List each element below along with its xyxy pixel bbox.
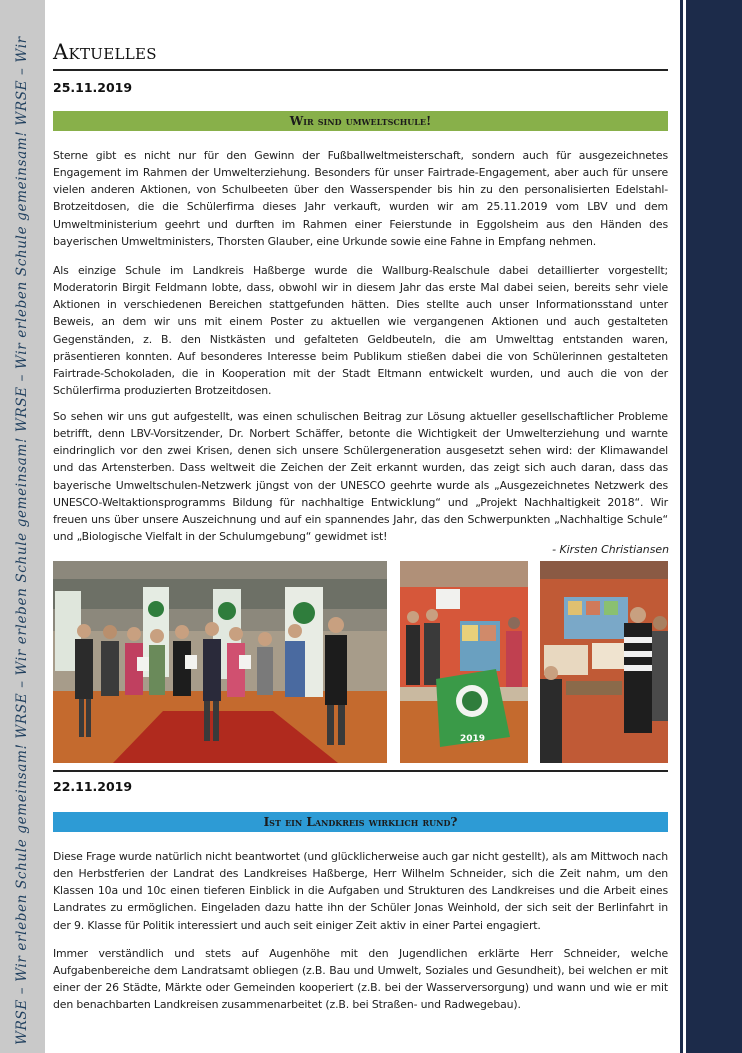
page-title: Aktuelles xyxy=(53,40,157,64)
flag-year-label: 2019 xyxy=(460,734,486,744)
article2-paragraph: Diese Frage wurde natürlich nicht beantwortet (und glücklicherweise auch gar nicht gestellt), als am Mittwoch nach den Herbstferien der Landrat des Landkreises Haßberge, Herr Wilhelm Schneider, sich die Zeit nahm, um den Klassen 10a und 10c einen tieferen Einblick in die Aufgaben und Strukturen des Landkreises und die Arbeit eines Landrates zu ermöglichen. Eingeladen dazu hatte ihn der Schüler Jonas Weinhold, der sich seit der Berlinfahrt in der 9. Klasse für Politik interessiert und auch seit einiger Zeit aktiv in einer Partei engagiert. xyxy=(53,850,668,932)
article1-paragraph: Sterne gibt es nicht nur für den Gewinn der Fußballweltmeisterschaft, sondern auch für ausgezeichnetes Engagement im Rahmen der Umwelterziehung. Besonders für unser Fairtrade-Engagement, aber auch für unsere vielen anderen Aktionen, von Schulbeeten über den Wasserspender bis hin zu den personalisierten Edelstahl-Brotzeitdosen, die die Schülerfirma dieses Jahr verkauft, wurden wir am 25.11.2019 vom LBV und dem Umweltministerium geehrt und durften im Rahmen einer Feierstunde in Eggolsheim aus den Händen des bayerischen Umweltministers, Thorsten Glauber, eine Urkunde sowie eine Fahne in Empfang nehmen. xyxy=(53,149,668,248)
article2-heading: Ist ein Landkreis wirklich rund? xyxy=(53,812,668,832)
article1-paragraph: Als einzige Schule im Landkreis Haßberge wurde die Wallburg-Realschule dabei detaillierter vorgestellt; Moderatorin Birgit Feldmann lobte, dass, obwohl wir in diesem Jahr das erste Mal dabei seien, bereits sehr viele Aktionen in verschiedenen Bereichen stattgefunden hätten. Dies stellte auch unser Informationsstand unter Beweis, an dem wir uns mit einem Poster zu aktuellen wie vergangenen Aktionen und auch gestalteten Gegenständen, z. B. den Nistkästen und gefalteten Geldbeuteln, die am Umwelttag entstanden waren, präsentieren konnten. Auf besonderes Interesse beim Publikum stießen dabei die von Schülerinnen gestalteten Fairtrade-Schokoladen, die in Kooperation mit der Stadt Eltmann entwickelt wurden, und auch die von der Schülerfirma produzierten Brotzeitdosen. xyxy=(53,264,668,398)
article1-date: 25.11.2019 xyxy=(53,80,133,95)
sidebar-slogan-band xyxy=(0,0,45,1053)
photo-info-stand xyxy=(540,561,668,763)
photo-environment-flag xyxy=(400,561,528,763)
article1-author: - Kirsten Christiansen xyxy=(552,543,669,556)
article-divider xyxy=(53,770,668,772)
article1-paragraph: So sehen wir uns gut aufgestellt, was einen schulischen Beitrag zur Lösung aktueller gesellschaftlicher Probleme betrifft, denn LBV-Vorsitzender, Dr. Norbert Schäffer, betonte die Wichtigkeit der Umwelterziehung und warnte eindringlich vor den zwei Krisen, denen sich unsere Schülergeneration ausgesetzt sehen wird: der Klimawandel und das Artensterben. Dass weltweit die Zeichen der Zeit erkannt wurden, das zeigt sich auch daran, dass das bayerische Umweltschulen-Netzwerk jüngst von der UNESCO geehrte wurde als „Ausgezeichnetes Netzwerk des UNESCO-Weltaktionsprogramms Bildung für nachhaltige Entwicklung“ und „Projekt Nachhaltigkeit 2018“. Wir freuen uns über unsere Auszeichnung und auf ein spannendes Jahr, das den Schwerpunkten „Nachhaltige Schule“ und „Biologische Vielfalt in der Schulumgebung“ gewidmet ist! xyxy=(53,410,668,544)
sidebar-slogan: WRSE – Wir erleben Schule gemeinsam! WRSE – Wir erleben Schule gemeinsam! WRSE – Wir erleben Schule gemeinsam! WRSE – Wir xyxy=(14,36,30,1045)
title-divider xyxy=(53,69,668,71)
right-decorative-band xyxy=(680,0,742,1053)
photo-award-group xyxy=(53,561,387,763)
article2-date: 22.11.2019 xyxy=(53,779,133,794)
article2-paragraph: Immer verständlich und stets auf Augenhöhe mit den Jugendlichen erklärte Herr Schneider, welche Aufgabenbereiche dem Landratsamt obliegen (z.B. Bau und Umwelt, Soziales und Gesundheit), bei welchen er mit einer der 26 Städte, Märkte oder Gemeinden kooperiert (z.B. bei der Wasserversorgung) und wann und wie er mit den benachbarten Landkreisen zusammenarbeitet (z.B. bei Straßen- und Radwegebau). xyxy=(53,947,668,1012)
article1-heading: Wir sind umweltschule! xyxy=(53,111,668,131)
